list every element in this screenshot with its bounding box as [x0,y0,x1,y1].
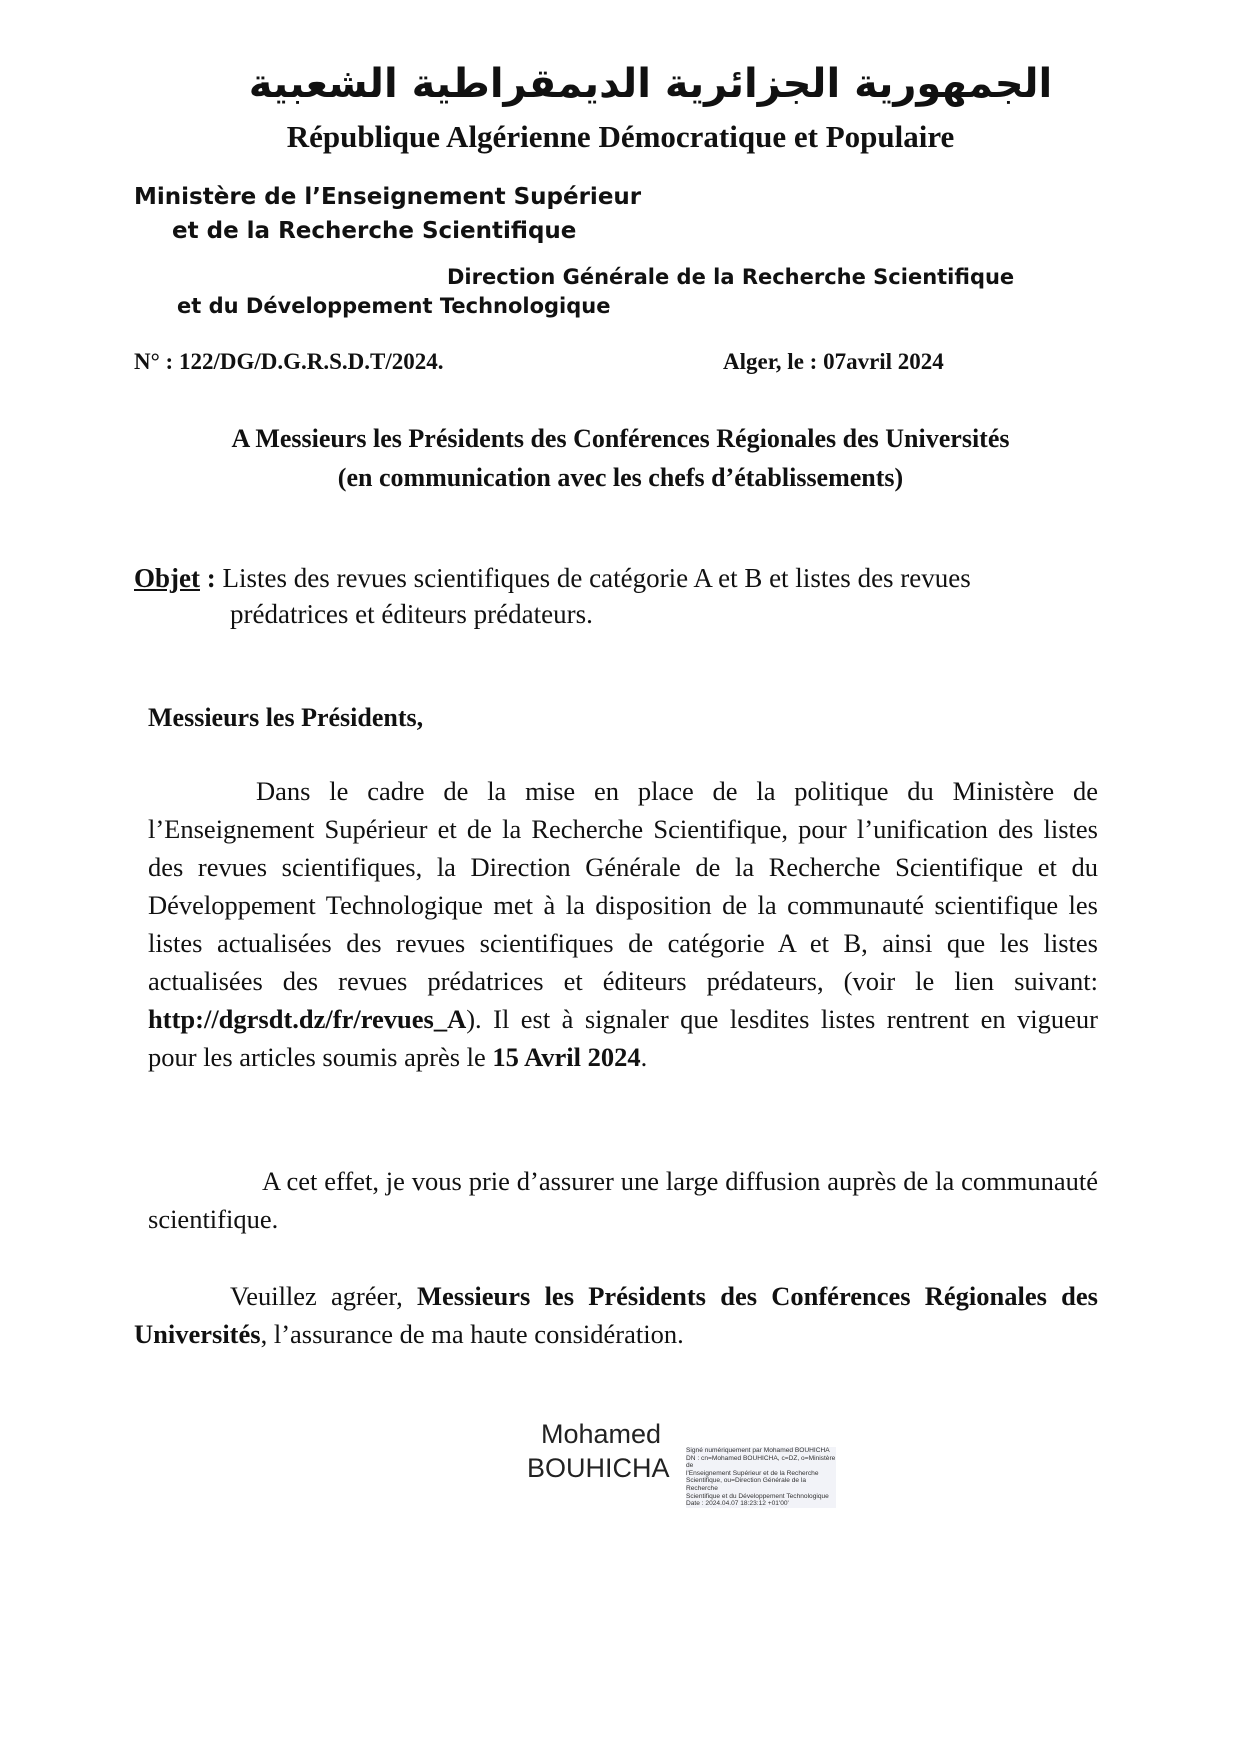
arabic-country-title: الجمهورية الجزائرية الديمقراطية الشعبية [248,61,1053,107]
stamp-line: DN : cn=Mohamed BOUHICHA, c=DZ, o=Ministère de [686,1454,836,1470]
body-paragraph-1-end: . [640,1042,648,1072]
signatory-last-name: BOUHICHA [527,1453,670,1483]
list-link: http://dgrsdt.dz/fr/revues_A [148,1004,467,1034]
body-paragraph-1 [148,772,1098,1076]
body-paragraph-1-text: Dans le cadre de la mise en place de la politique du Ministère de l’Enseignement Supérieur et de la Recherche Scientifique, pour l’unification des listes des revues scientifiques, la Direction Générale de la Recherche Scientifique et du Développement Technologique met à la disposition de la communauté scientifique les listes actualisées des revues scientifiques de catégorie A et B, ainsi que les listes actualisées des revues prédatrices et éditeurs prédateurs, (voir le lien suivant: [148,776,1098,996]
ministry-line-2: et de la Recherche Scientifique [172,218,577,244]
recipient-line-2: (en communication avec les chefs d’établissements) [337,463,904,492]
subject-line-1: Listes des revues scientifiques de catégorie A et B et listes des revues [222,563,971,593]
closing-outro: , l’assurance de ma haute considération. [260,1319,684,1349]
effective-date: 15 Avril 2024 [492,1042,641,1072]
reference-number: N° : 122/DG/D.G.R.S.D.T/2024. [134,349,444,374]
french-country-title: République Algérienne Démocratique et Populaire [286,119,955,154]
stamp-line: Scientifique et du Développement Technologique [686,1492,829,1500]
closing-intro: Veuillez agréer, [230,1281,418,1311]
place-date: Alger, le : 07avril 2024 [723,349,944,374]
direction-line-1: Direction Générale de la Recherche Scientifique [447,265,1015,289]
subject-block [134,560,1094,629]
body-paragraph-2: A cet effet, je vous prie d’assurer une large diffusion auprès de la communauté scientifique. [148,1166,1098,1234]
closing-addressee: Messieurs les Présidents des Conférences Régionales des Universités [134,1281,1098,1349]
stamp-line: Signé numériquement par Mohamed BOUHICHA [686,1447,830,1454]
subject-separator: : [199,563,223,593]
direction-line-2: et du Développement Technologique [177,294,611,318]
stamp-line: Scientifique, ou=Direction Générale de la Recherche [686,1477,807,1492]
stamp-line: l'Enseignement Supérieur et de la Recherche [686,1469,819,1477]
closing-formula [134,1277,1098,1353]
ministry-line-1: Ministère de l’Enseignement Supérieur [134,184,642,210]
subject-line-2: prédatrices et éditeurs prédateurs. [230,599,593,629]
stamp-line: Date : 2024.04.07 18:23:12 +01'00' [686,1500,789,1508]
salutation: Messieurs les Présidents, [148,703,424,732]
digital-signature-stamp [686,1447,836,1508]
recipient-line-1: A Messieurs les Présidents des Conférences Régionales des Universités [231,424,1010,453]
body-paragraph-1-continued: ). Il est à signaler que lesdites listes rentrent en vigueur pour les articles soumis après le [148,1004,1098,1072]
subject-label: Objet [134,563,200,593]
signatory-first-name: Mohamed [541,1419,662,1449]
